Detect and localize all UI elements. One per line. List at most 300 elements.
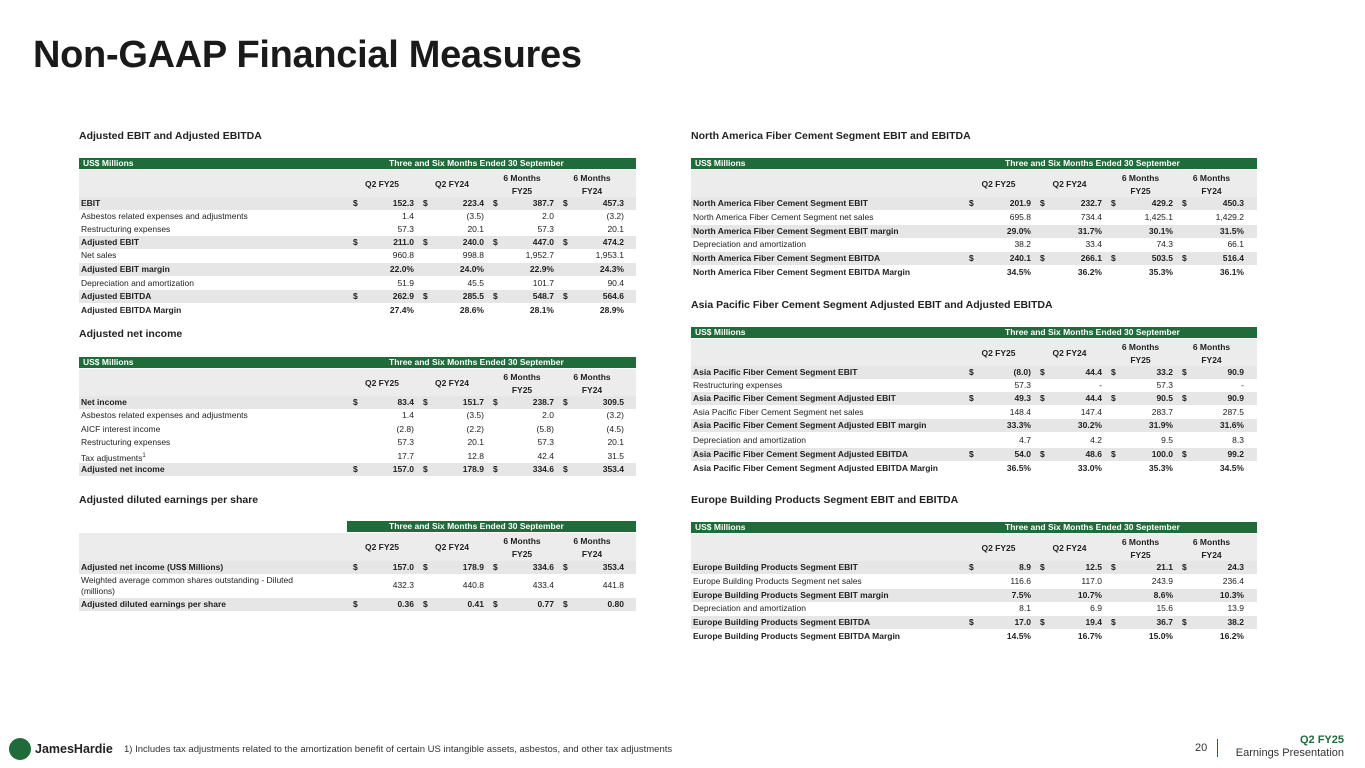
cell-value: 433.4 — [532, 580, 554, 590]
units-label: US$ Millions — [695, 327, 746, 337]
table-row — [79, 436, 636, 449]
table-row — [691, 630, 1257, 643]
cell-value: 15.0% — [1148, 631, 1173, 641]
column-heading: 6 Months FY24 — [1192, 342, 1231, 365]
cell-value: 33.4 — [1085, 239, 1102, 249]
table-row — [691, 211, 1257, 224]
table-row — [79, 236, 636, 249]
currency-symbol: $ — [563, 562, 568, 572]
column-heading: 6 Months FY24 — [1192, 537, 1231, 560]
row-label: Adjusted EBITDA Margin — [81, 305, 182, 315]
cell-value: 34.5% — [1006, 267, 1031, 277]
row-label: Asia Pacific Fiber Cement Segment EBIT — [693, 367, 858, 377]
cell-value: 28.6% — [459, 305, 484, 315]
cell-value: 334.6 — [532, 562, 554, 572]
t2-column-header — [79, 369, 636, 398]
cell-value: 31.5% — [1219, 226, 1244, 236]
currency-symbol: $ — [563, 291, 568, 301]
cell-value: 8.9 — [1019, 562, 1031, 572]
currency-symbol: $ — [1111, 393, 1116, 403]
period-label: Three and Six Months Ended 30 September — [389, 357, 564, 367]
t1-title: Adjusted EBIT and Adjusted EBITDA — [79, 130, 262, 142]
cell-value: 734.4 — [1080, 212, 1102, 222]
cell-value: 387.7 — [532, 198, 554, 208]
table-row — [79, 304, 636, 317]
currency-symbol: $ — [423, 291, 428, 301]
cell-value: 432.3 — [392, 580, 414, 590]
table-row — [691, 448, 1257, 461]
cell-value: 29.0% — [1006, 226, 1031, 236]
table-row — [79, 574, 636, 598]
cell-value: 201.9 — [1009, 198, 1031, 208]
cell-value: 0.41 — [467, 599, 484, 609]
currency-symbol: $ — [1111, 449, 1116, 459]
cell-value: 2.0 — [542, 211, 554, 221]
cell-value: 90.9 — [1227, 367, 1244, 377]
cell-value: 12.5 — [1085, 562, 1102, 572]
cell-value: 440.8 — [462, 580, 484, 590]
cell-value: 178.9 — [462, 464, 484, 474]
table-row — [691, 266, 1257, 279]
period-label: Three and Six Months Ended 30 September — [389, 521, 564, 531]
currency-symbol: $ — [1182, 617, 1187, 627]
cell-value: 116.6 — [1010, 576, 1031, 586]
currency-symbol: $ — [969, 449, 974, 459]
cell-value: 101.7 — [532, 278, 554, 288]
cell-value: 285.5 — [462, 291, 484, 301]
cell-value: 36.2% — [1077, 267, 1102, 277]
t1-period-header — [79, 158, 636, 169]
row-label: Asia Pacific Fiber Cement Segment Adjusted EBITDA Margin — [693, 463, 938, 473]
currency-symbol: $ — [493, 562, 498, 572]
column-heading: 6 Months FY25 — [1121, 537, 1160, 560]
row-label: Asia Pacific Fiber Cement Segment Adjusted EBITDA — [693, 449, 909, 459]
cell-value: 8.6% — [1153, 590, 1173, 600]
cell-value: 57.3 — [1014, 380, 1031, 390]
row-label: Net income — [81, 397, 127, 407]
cell-value: 1,952.7 — [525, 250, 554, 260]
units-label: US$ Millions — [695, 522, 746, 532]
column-heading: 6 Months FY25 — [503, 173, 541, 196]
row-label: Adjusted EBIT margin — [81, 264, 170, 274]
column-heading: Q2 FY25 — [364, 378, 400, 388]
currency-symbol: $ — [353, 291, 358, 301]
table-row — [691, 589, 1257, 602]
currency-symbol: $ — [493, 237, 498, 247]
cell-value: 695.8 — [1009, 212, 1031, 222]
column-heading: Q2 FY25 — [981, 543, 1016, 553]
cell-value: 19.4 — [1085, 617, 1102, 627]
cell-value: 51.9 — [397, 278, 414, 288]
cell-value: (5.8) — [536, 424, 554, 434]
cell-value: 15.6 — [1156, 603, 1173, 613]
cell-value: 20.1 — [467, 437, 484, 447]
currency-symbol: $ — [1040, 367, 1045, 377]
table-row — [79, 249, 636, 262]
t6-period-header — [691, 522, 1257, 533]
table-row — [79, 197, 636, 210]
cell-value: 36.1% — [1219, 267, 1244, 277]
cell-value: 24.3 — [1227, 562, 1244, 572]
cell-value: 309.5 — [602, 397, 624, 407]
cell-value: 30.2% — [1077, 420, 1102, 430]
table-row — [691, 379, 1257, 392]
cell-value: 20.1 — [607, 224, 624, 234]
currency-symbol: $ — [563, 397, 568, 407]
cell-value: - — [1241, 380, 1244, 390]
cell-value: 57.3 — [537, 437, 554, 447]
cell-value: 16.2% — [1219, 631, 1244, 641]
cell-value: 0.77 — [537, 599, 554, 609]
currency-symbol: $ — [493, 599, 498, 609]
row-label: AICF interest income — [81, 424, 161, 434]
row-label: Europe Building Products Segment EBIT — [693, 562, 858, 572]
cell-value: 429.2 — [1151, 198, 1173, 208]
cell-value: 90.4 — [607, 278, 624, 288]
cell-value: 44.4 — [1085, 393, 1102, 403]
t4-column-header — [691, 170, 1257, 199]
currency-symbol: $ — [563, 237, 568, 247]
page-number: 20 — [1195, 742, 1208, 754]
cell-value: 151.7 — [462, 397, 484, 407]
cell-value: 4.7 — [1019, 435, 1031, 445]
cell-value: (3.5) — [466, 211, 484, 221]
row-label: Restructuring expenses — [693, 380, 783, 390]
units-label: US$ Millions — [83, 357, 134, 367]
cell-value: 10.3% — [1219, 590, 1244, 600]
cell-value: 33.3% — [1006, 420, 1031, 430]
row-label: Depreciation and amortization — [693, 239, 806, 249]
currency-symbol: $ — [969, 562, 974, 572]
units-label: US$ Millions — [83, 158, 134, 168]
period-label: Three and Six Months Ended 30 September — [1005, 522, 1180, 532]
row-label: North America Fiber Cement Segment EBITDA — [693, 253, 881, 263]
cell-value: (2.8) — [396, 424, 414, 434]
cell-value: 353.4 — [602, 562, 624, 572]
column-heading: Q2 FY24 — [1052, 348, 1087, 358]
cell-value: 31.9% — [1148, 420, 1173, 430]
currency-symbol: $ — [1111, 562, 1116, 572]
row-label: Adjusted EBIT — [81, 237, 140, 247]
cell-value: 74.3 — [1156, 239, 1173, 249]
column-heading: 6 Months FY25 — [1121, 342, 1160, 365]
table-row — [691, 406, 1257, 419]
column-heading: 6 Months FY24 — [1192, 173, 1231, 196]
table-row — [691, 392, 1257, 405]
cell-value: 1.4 — [402, 211, 414, 221]
row-label: Depreciation and amortization — [81, 278, 194, 288]
currency-symbol: $ — [563, 198, 568, 208]
cell-value: 17.0 — [1014, 617, 1031, 627]
page-title: Non-GAAP Financial Measures — [33, 34, 582, 76]
column-heading: 6 Months FY25 — [503, 372, 541, 395]
t5-period-header — [691, 327, 1257, 338]
t3-column-header — [79, 533, 636, 562]
currency-symbol: $ — [423, 198, 428, 208]
cell-value: 16.7% — [1077, 631, 1102, 641]
column-heading: Q2 FY25 — [981, 348, 1016, 358]
row-label: Europe Building Products Segment EBITDA Margin — [693, 631, 901, 641]
table-row — [691, 561, 1257, 574]
cell-value: 38.2 — [1227, 617, 1244, 627]
cell-value: (2.2) — [466, 424, 484, 434]
row-label: North America Fiber Cement Segment net sales — [693, 212, 874, 222]
table-row — [691, 225, 1257, 238]
table-row — [79, 423, 636, 436]
currency-symbol: $ — [1182, 393, 1187, 403]
cell-value: 12.8 — [467, 451, 484, 461]
table-row — [691, 419, 1257, 432]
row-label: Asbestos related expenses and adjustments — [81, 211, 248, 221]
table-row — [79, 561, 636, 574]
table-row — [691, 575, 1257, 588]
row-label: Europe Building Products Segment EBIT margin — [693, 590, 889, 600]
cell-value: 66.1 — [1227, 239, 1244, 249]
table-row — [79, 409, 636, 422]
cell-value: 283.7 — [1151, 407, 1173, 417]
currency-symbol: $ — [353, 562, 358, 572]
currency-symbol: $ — [969, 253, 974, 263]
column-heading: Q2 FY24 — [1052, 543, 1087, 553]
column-heading: 6 Months FY24 — [573, 173, 611, 196]
row-label: Adjusted net income — [81, 464, 165, 474]
cell-value: (8.0) — [1013, 367, 1031, 377]
currency-symbol: $ — [423, 599, 428, 609]
cell-value: 353.4 — [602, 464, 624, 474]
cell-value: 148.4 — [1009, 407, 1031, 417]
table-row — [691, 197, 1257, 210]
cell-value: 334.6 — [532, 464, 554, 474]
cell-value: 24.3% — [599, 264, 624, 274]
t5-column-header — [691, 339, 1257, 368]
cell-value: 31.6% — [1219, 420, 1244, 430]
cell-value: 90.9 — [1227, 393, 1244, 403]
cell-value: 243.9 — [1151, 576, 1173, 586]
brand-name: JamesHardie — [35, 742, 113, 756]
column-heading: Q2 FY24 — [434, 179, 470, 189]
cell-value: 457.3 — [602, 198, 624, 208]
footnote-marker: 1 — [142, 453, 146, 459]
table-row — [691, 366, 1257, 379]
table-row — [79, 450, 636, 463]
cell-value: 240.0 — [462, 237, 484, 247]
cell-value: 516.4 — [1222, 253, 1244, 263]
cell-value: 548.7 — [532, 291, 554, 301]
column-heading: Q2 FY25 — [364, 179, 400, 189]
currency-symbol: $ — [1111, 198, 1116, 208]
cell-value: 8.1 — [1019, 603, 1031, 613]
cell-value: 36.5% — [1006, 463, 1031, 473]
cell-value: 34.5% — [1219, 463, 1244, 473]
table-row — [79, 263, 636, 276]
row-label: Asia Pacific Fiber Cement Segment net sales — [693, 407, 864, 417]
cell-value: 57.3 — [397, 224, 414, 234]
period-label: Three and Six Months Ended 30 September — [389, 158, 564, 168]
cell-value: 54.0 — [1014, 449, 1031, 459]
t4-period-header — [691, 158, 1257, 169]
cell-value: 1.4 — [402, 410, 414, 420]
column-heading: 6 Months FY24 — [573, 536, 611, 559]
row-label: Europe Building Products Segment net sales — [693, 576, 862, 586]
cell-value: 447.0 — [532, 237, 554, 247]
cell-value: (3.5) — [466, 410, 484, 420]
cell-value: 0.36 — [397, 599, 414, 609]
cell-value: 6.9 — [1090, 603, 1102, 613]
row-label: Weighted average common shares outstanding - Diluted (millions) — [81, 575, 293, 596]
cell-value: 20.1 — [467, 224, 484, 234]
currency-symbol: $ — [1040, 562, 1045, 572]
currency-symbol: $ — [563, 599, 568, 609]
table-row — [79, 277, 636, 290]
currency-symbol: $ — [423, 237, 428, 247]
row-label: Europe Building Products Segment EBITDA — [693, 617, 871, 627]
cell-value: 31.7% — [1077, 226, 1102, 236]
column-heading: Q2 FY24 — [434, 378, 470, 388]
t3-period-header — [347, 521, 636, 532]
cell-value: 152.3 — [392, 198, 414, 208]
currency-symbol: $ — [1182, 449, 1187, 459]
row-label: Asia Pacific Fiber Cement Segment Adjusted EBIT — [693, 393, 896, 403]
row-label: Adjusted net income (US$ Millions) — [81, 562, 224, 572]
t5-title: Asia Pacific Fiber Cement Segment Adjusted EBIT and Adjusted EBITDA — [691, 299, 1053, 311]
currency-symbol: $ — [969, 617, 974, 627]
column-heading: Q2 FY24 — [434, 542, 470, 552]
cell-value: 157.0 — [392, 562, 414, 572]
cell-value: 31.5 — [607, 451, 624, 461]
cell-value: 21.1 — [1156, 562, 1173, 572]
cell-value: 17.7 — [397, 451, 414, 461]
cell-value: 223.4 — [462, 198, 484, 208]
cell-value: 503.5 — [1151, 253, 1173, 263]
cell-value: 49.3 — [1014, 393, 1031, 403]
units-label: US$ Millions — [695, 158, 746, 168]
period-label: Three and Six Months Ended 30 September — [1005, 158, 1180, 168]
currency-symbol: $ — [1040, 198, 1045, 208]
cell-value: (4.5) — [606, 424, 624, 434]
table-row — [79, 210, 636, 223]
cell-value: 57.3 — [537, 224, 554, 234]
cell-value: 178.9 — [462, 562, 484, 572]
row-label: Asia Pacific Fiber Cement Segment Adjusted EBIT margin — [693, 420, 927, 430]
cell-value: 287.5 — [1222, 407, 1244, 417]
currency-symbol: $ — [1182, 367, 1187, 377]
footer-divider — [1217, 739, 1218, 757]
currency-symbol: $ — [969, 367, 974, 377]
cell-value: 22.9% — [529, 264, 554, 274]
cell-value: 57.3 — [1156, 380, 1173, 390]
row-label: North America Fiber Cement Segment EBIT margin — [693, 226, 899, 236]
row-label: Net sales — [81, 250, 117, 260]
cell-value: 13.9 — [1227, 603, 1244, 613]
table-row — [691, 238, 1257, 251]
row-label: EBIT — [81, 198, 101, 208]
table-row — [691, 616, 1257, 629]
cell-value: 157.0 — [392, 464, 414, 474]
currency-symbol: $ — [493, 291, 498, 301]
table-row — [691, 602, 1257, 615]
table-row — [79, 396, 636, 409]
cell-value: 57.3 — [397, 437, 414, 447]
currency-symbol: $ — [353, 237, 358, 247]
cell-value: 10.7% — [1077, 590, 1102, 600]
james-hardie-logo-icon — [9, 738, 31, 760]
column-heading: Q2 FY25 — [981, 179, 1016, 189]
cell-value: 7.5% — [1011, 590, 1031, 600]
currency-symbol: $ — [1111, 367, 1116, 377]
t6-column-header — [691, 534, 1257, 563]
row-label: Adjusted diluted earnings per share — [81, 599, 227, 609]
cell-value: 474.2 — [602, 237, 624, 247]
cell-value: 1,953.1 — [595, 250, 624, 260]
cell-value: 35.3% — [1148, 267, 1173, 277]
table-row — [79, 463, 636, 476]
cell-value: 998.8 — [462, 250, 484, 260]
row-label: Restructuring expenses — [81, 437, 171, 447]
t2-period-header — [79, 357, 636, 368]
t3-title: Adjusted diluted earnings per share — [79, 494, 259, 506]
cell-value: 262.9 — [392, 291, 414, 301]
table-row — [691, 434, 1257, 447]
footnote: 1) Includes tax adjustments related to the amortization benefit of certain US intangible assets, asbestos, and other tax adjustments — [124, 744, 673, 755]
currency-symbol: $ — [423, 562, 428, 572]
row-label: Adjusted EBITDA — [81, 291, 152, 301]
table-row — [79, 290, 636, 303]
cell-value: 960.8 — [392, 250, 414, 260]
cell-value: 147.4 — [1080, 407, 1102, 417]
column-heading: 6 Months FY25 — [1121, 173, 1160, 196]
cell-value: 42.4 — [537, 451, 554, 461]
cell-value: 90.5 — [1156, 393, 1173, 403]
cell-value: 4.2 — [1090, 435, 1102, 445]
cell-value: 240.1 — [1009, 253, 1031, 263]
t4-title: North America Fiber Cement Segment EBIT and EBITDA — [691, 130, 971, 142]
table-row — [79, 223, 636, 236]
row-label: North America Fiber Cement Segment EBIT — [693, 198, 868, 208]
cell-value: 1,429.2 — [1215, 212, 1244, 222]
currency-symbol: $ — [1111, 617, 1116, 627]
currency-symbol: $ — [353, 464, 358, 474]
cell-value: 45.5 — [467, 278, 484, 288]
cell-value: 30.1% — [1148, 226, 1173, 236]
cell-value: 236.4 — [1222, 576, 1244, 586]
cell-value: 1,425.1 — [1144, 212, 1173, 222]
currency-symbol: $ — [1111, 253, 1116, 263]
cell-value: 2.0 — [542, 410, 554, 420]
t2-title: Adjusted net income — [79, 328, 183, 340]
t1-column-header — [79, 170, 636, 199]
cell-value: (3.2) — [606, 211, 624, 221]
table-row — [79, 598, 636, 611]
cell-value: 14.5% — [1006, 631, 1031, 641]
currency-symbol: $ — [1182, 562, 1187, 572]
presentation-label: Earnings Presentation — [1235, 747, 1344, 759]
quarter-label: Q2 FY25 — [1299, 734, 1344, 746]
cell-value: 0.80 — [607, 599, 624, 609]
cell-value: 266.1 — [1080, 253, 1102, 263]
column-heading: Q2 FY25 — [364, 542, 400, 552]
currency-symbol: $ — [493, 397, 498, 407]
cell-value: 33.0% — [1077, 463, 1102, 473]
cell-value: 117.0 — [1081, 576, 1102, 586]
table-row — [691, 252, 1257, 265]
currency-symbol: $ — [423, 464, 428, 474]
cell-value: 33.2 — [1156, 367, 1173, 377]
cell-value: 36.7 — [1156, 617, 1173, 627]
currency-symbol: $ — [353, 198, 358, 208]
row-label: Asbestos related expenses and adjustments — [81, 410, 248, 420]
currency-symbol: $ — [353, 397, 358, 407]
currency-symbol: $ — [969, 393, 974, 403]
